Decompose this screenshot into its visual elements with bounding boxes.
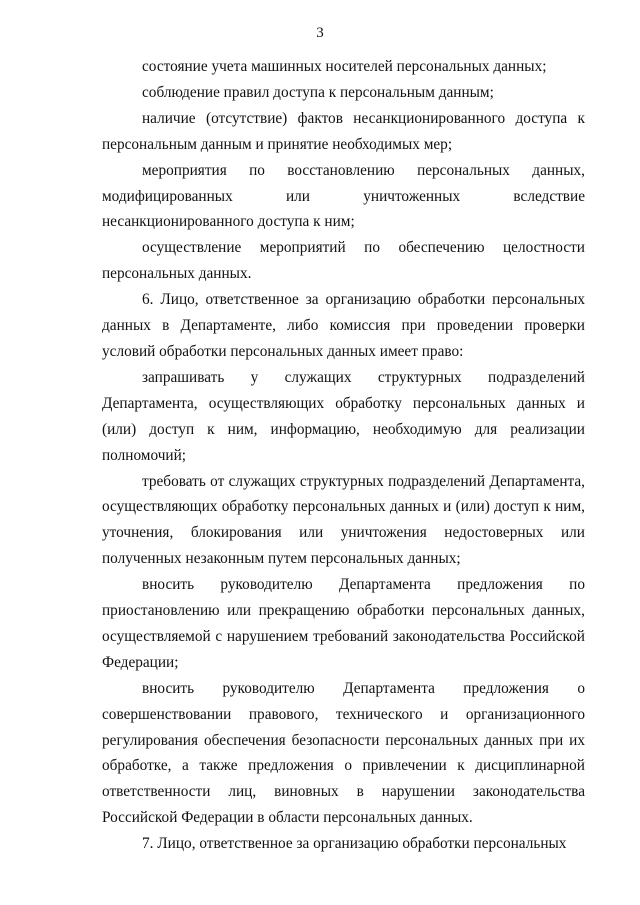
paragraph-data-integrity: осуществление мероприятий по обеспечению целостности персональных данных. bbox=[102, 239, 585, 283]
paragraph-item-6: 6. Лицо, ответственное за организацию обработки персональных данных в Департаменте, либо комиссия при проведении проверки условий обработки персональных данных имеет право: bbox=[102, 291, 585, 360]
paragraph-data-restoration: мероприятия по восстановлению персональных данных, модифицированных или уничтоженных вследствие несанкционированного доступа к ним; bbox=[102, 161, 585, 231]
paragraph-unauthorized-access: наличие (отсутствие) фактов несанкционированного доступа к персональным данным и принятие необходимых мер; bbox=[102, 109, 585, 153]
document-body bbox=[102, 54, 585, 857]
paragraph-suspension-proposals: вносить руководителю Департамента предложения по приостановлению или прекращению обработки персональных данных, осуществляемой с нарушением требований законодательства Российской Федерации; bbox=[102, 576, 585, 671]
paragraph-item-7: 7. Лицо, ответственное за организацию обработки персональных bbox=[142, 835, 567, 853]
paragraph-request-information: запрашивать у служащих структурных подразделений Департамента, осуществляющих обработку персональных данных и (или) доступ к ним, информацию, необходимую для реализации полномочий; bbox=[102, 368, 585, 464]
page-number: 3 bbox=[316, 25, 324, 41]
paragraph-access-rules: соблюдение правил доступа к персональным данным; bbox=[142, 83, 494, 101]
paragraph-demand-clarification: требовать от служащих структурных подразделений Департамента, осуществляющих обработку персональных данных и (или) доступ к ним, уточнения, блокирования или уничтожения недостоверных или полученных незаконным путем персональных данных; bbox=[102, 472, 585, 568]
paragraph-media-accounting: состояние учета машинных носителей персональных данных; bbox=[142, 58, 547, 75]
paragraph-improvement-proposals: вносить руководителю Департамента предложения о совершенствовании правового, технического и организационного регулирования обеспечения безопасности персональных данных при их обработке, а также предложения о привлечении к дисциплинарной ответственности лиц, виновных в нарушении законодательства Российской Федерации в области персональных данных. bbox=[102, 679, 585, 827]
